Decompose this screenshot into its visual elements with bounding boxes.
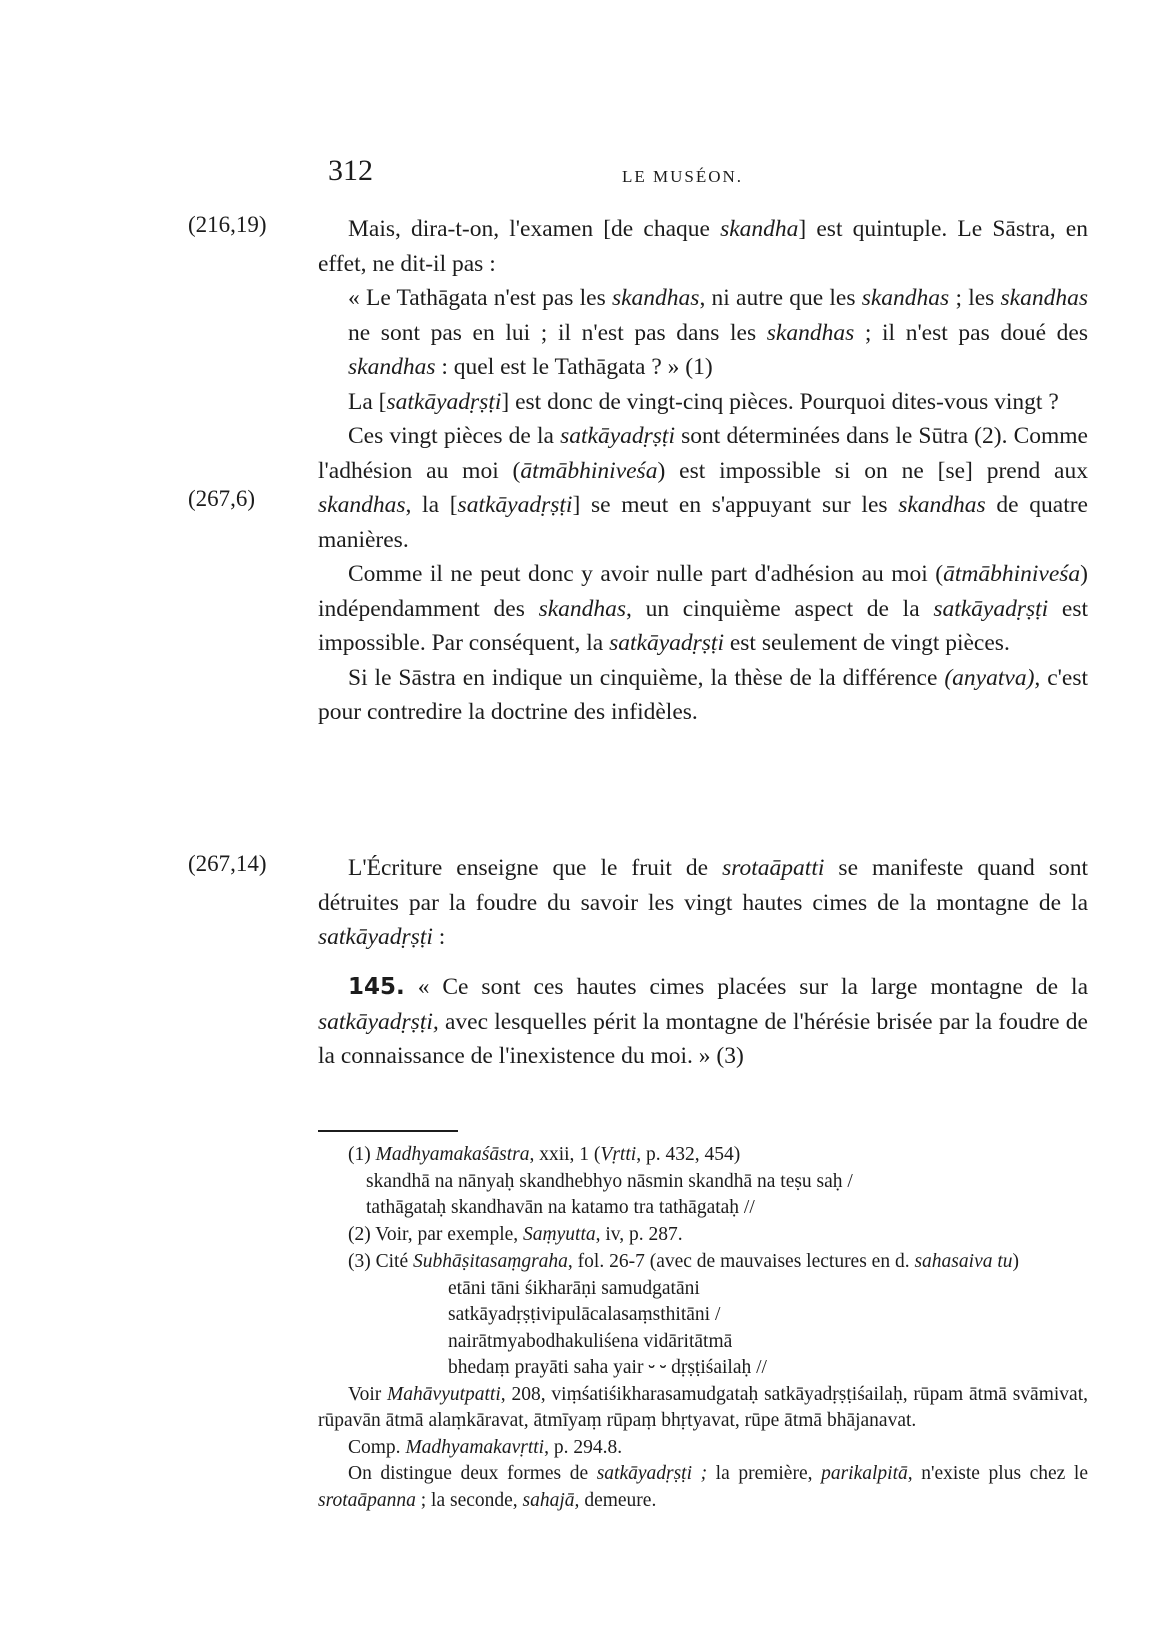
- paragraph: Mais, dira-t-on, l'examen [de chaque skandha] est quintuple. Le Sāstra, en effet, ne dit-il pas :: [318, 216, 1088, 277]
- paragraph: La [satkāyadṛṣṭi] est donc de vingt-cinq pièces. Pourquoi dites-vous vingt ?: [348, 388, 1059, 415]
- verse-145: [318, 970, 1088, 1074]
- footnote-last: On distingue deux formes de satkāyadṛṣṭi ; la première, parikalpitā, n'existe plus chez le srotaāpanna ; la seconde, sahajā, demeure.: [318, 1463, 1088, 1511]
- footnote-comp: Comp. Madhyamakavṛtti, p. 294.8.: [348, 1436, 623, 1458]
- footnote-divider: [318, 1130, 458, 1132]
- main-text-block: [318, 212, 1088, 730]
- paragraph: L'Écriture enseigne que le fruit de srotaāpatti se manifeste quand sont détruites par la foudre du savoir les vingt hautes cimes de la montagne de la satkāyadṛṣṭi :: [318, 855, 1088, 950]
- verse-number: 145.: [348, 974, 405, 1000]
- quotation: « Le Tathāgata n'est pas les skandhas, ni autre que les skandhas ; les skandhas ne sont pas en lui ; il n'est pas dans les skandhas ; il n'est pas doué des skandhas : quel est le Tathāgata ? » (1): [348, 285, 1089, 380]
- footnote-1: (1) Madhyamakaśāstra, xxii, 1 (Vṛtti, p. 432, 454) skandhā na nānyaḥ skandhebhyo nāsmin skandhā na teṣu saḥ / tathāgataḥ skandhavān na katamo tra tathāgataḥ //: [348, 1144, 853, 1218]
- page-number: 312: [328, 154, 373, 187]
- main-text-block-2: [318, 851, 1088, 955]
- paragraph: Si le Sāstra en indique un cinquième, la thèse de la différence (anyatva), c'est pour contredire la doctrine des infidèles.: [318, 664, 1088, 725]
- paragraph: Ces vingt pièces de la satkāyadṛṣṭi sont déterminées dans le Sūtra (2). Comme l'adhésion au moi (ātmābhiniveśa) est impossible si on ne [se] prend aux skandhas, la [satkāyadṛṣṭi] se meut en s'appuyant sur les skandhas de quatre manières.: [318, 423, 1088, 553]
- paragraph: Comme il ne peut donc y avoir nulle part d'adhésion au moi (ātmābhiniveśa) indépendamment des skandhas, un cinquième aspect de la satkāyadṛṣṭi est impossible. Par conséquent, la satkāyadṛṣṭi est seulement de vingt pièces.: [318, 561, 1089, 656]
- paragraph: 145. « Ce sont ces hautes cimes placées sur la large montagne de la satkāyadṛṣṭi, avec lesquelles périt la montagne de l'hérésie brisée par la foudre de la connaissance de l'inexistence du moi. » (3): [318, 974, 1088, 1069]
- margin-ref-267-6: (267,6): [188, 486, 256, 511]
- margin-ref-267-14: (267,14): [188, 851, 267, 876]
- footnote-voir: Voir Mahāvyutpatti, 208, viṃśatiśikharasamudgataḥ satkāyadṛṣṭiśailaḥ, rūpam ātmā svāmivat, rūpavān ātmā alaṃkāravat, ātmīyaṃ rūpaṃ bhṛtyavat, rūpe ātmā bhājanavat.: [318, 1383, 1088, 1431]
- running-title: LE MUSÉON.: [622, 167, 744, 186]
- footnote-2: (2) Voir, par exemple, Saṃyutta, iv, p. 287.: [348, 1224, 683, 1245]
- margin-ref-216-19: (216,19): [188, 212, 267, 237]
- footnote-3: (3) Cité Subhāṣitasaṃgraha, fol. 26-7 (avec de mauvaises lectures en d. sahasaiva tu) etāni tāni śikharāṇi samudgatāni satkāyadṛṣṭivipulācalasaṃsthitāni / nairātmyabodhakuliśena vidāritātmā bhedaṃ prayāti saha yair ⏑ ⏑ dṛṣṭiśailaḥ // Voir Mahāvyutpatti, 208, viṃśatiśikharasamudgataḥ satkāyadṛṣṭiśailaḥ, rūpam ātmā svāmivat, rūpavān ātmā alaṃkāravat, ātmīyaṃ rūpaṃ bhṛtyavat, rūpe ātmā bhājanavat. Comp. Madhyamakavṛtti, p. 294.8. On distingue deux formes de satkāyadṛṣṭi ; la première, parikalpitā, n'existe plus chez le srotaāpanna ; la seconde, sahajā, demeure.: [318, 1249, 1088, 1514]
- sanskrit-verse: etāni tāni śikharāṇi samudgatāni satkāyadṛṣṭivipulācalasaṃsthitāni / nairātmyabodhakuliśena vidāritātmā bhedaṃ prayāti saha yair ⏑ ⏑ dṛṣṭiśailaḥ //: [448, 1277, 767, 1378]
